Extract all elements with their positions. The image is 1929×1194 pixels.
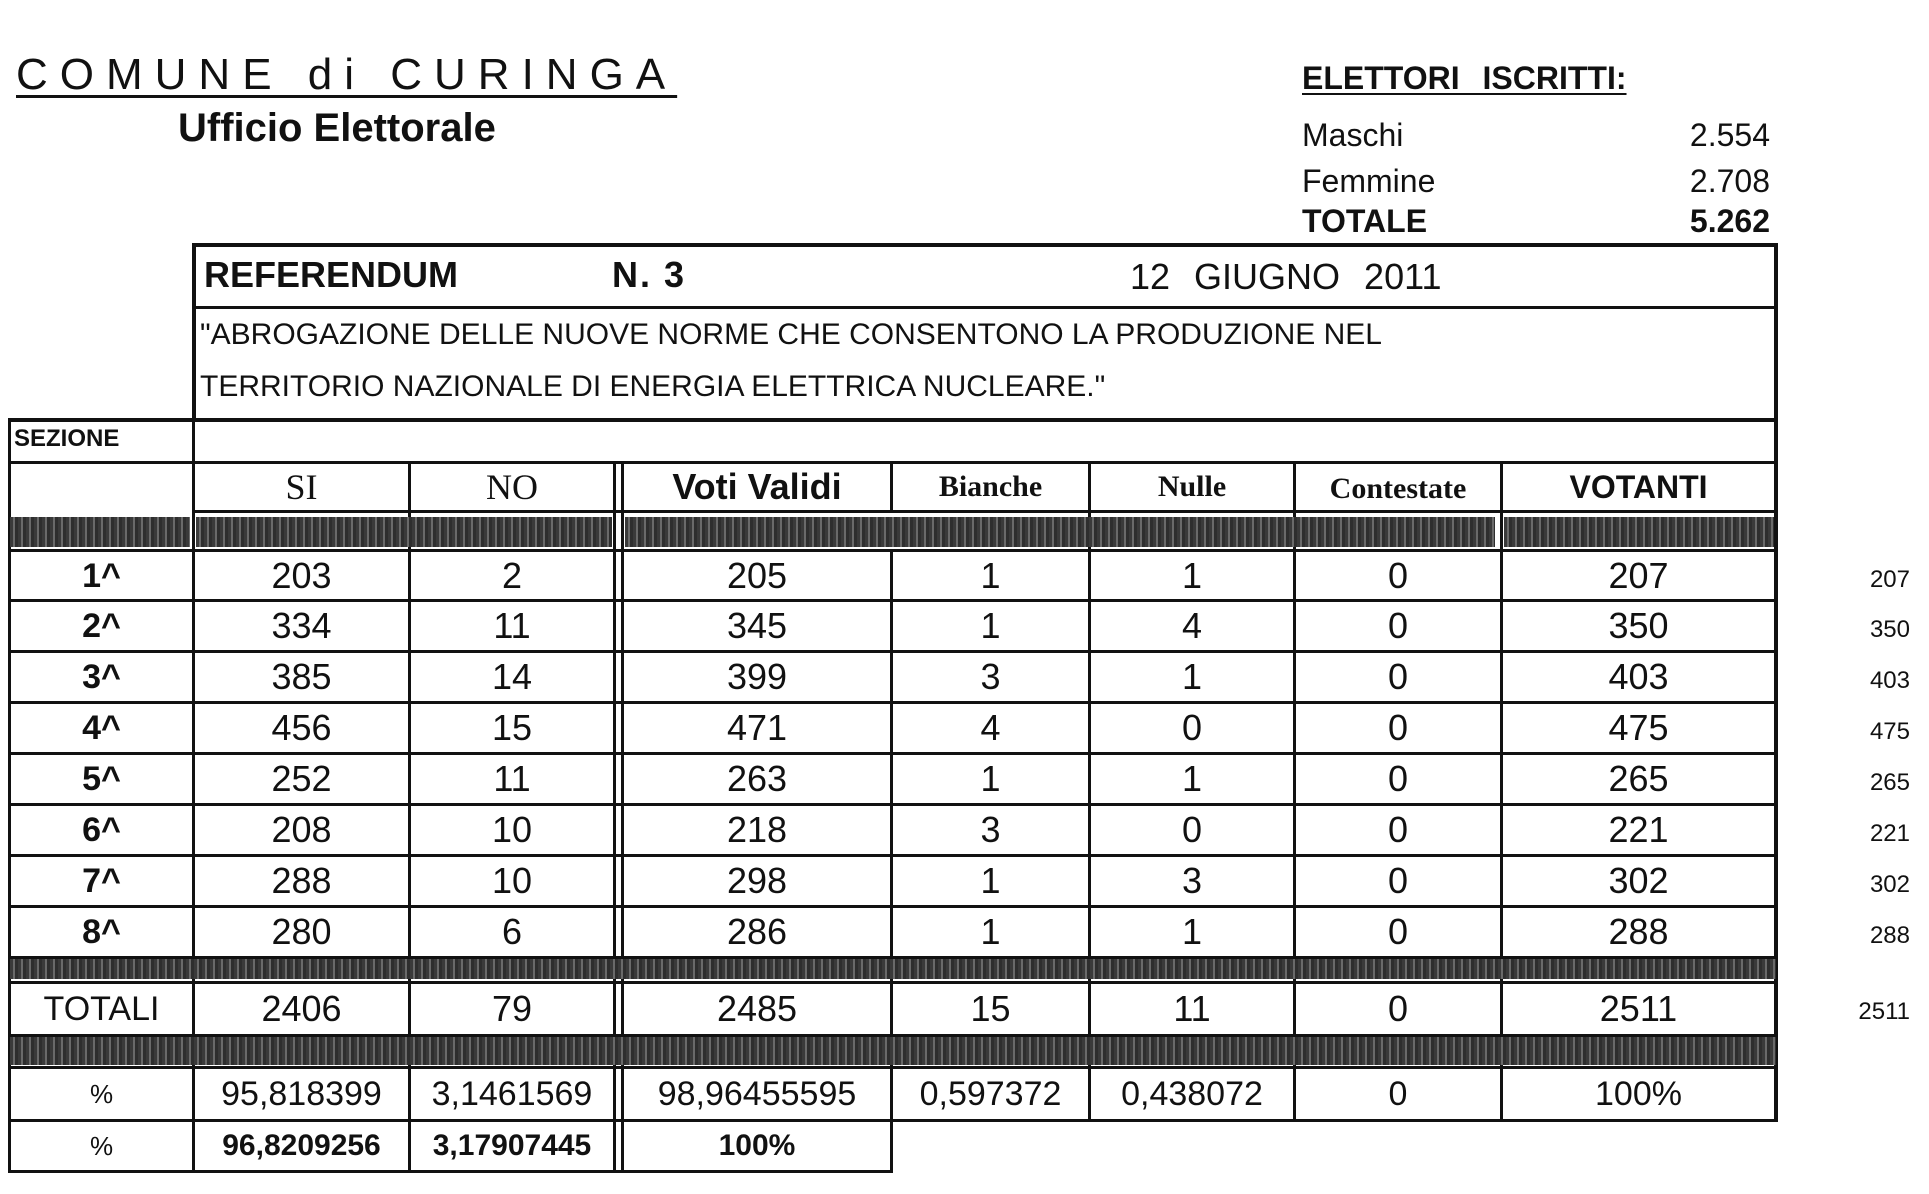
row-8-votanti: 288 [1608, 911, 1669, 952]
row-2-nulle: 4 [1181, 605, 1203, 646]
perc1-label: % [89, 1078, 114, 1109]
row-2-si: 334 [271, 605, 332, 646]
perc2-label: % [89, 1130, 114, 1161]
voters-female-label: Femmine [1302, 163, 1436, 199]
referendum-question-line1: "ABROGAZIONE DELLE NUOVE NORME CHE CONSENTONO LA PRODUZIONE NEL [200, 318, 1382, 351]
municipality-title: COMUNE di CURINGA [16, 50, 678, 99]
row-5-validi: 263 [726, 758, 788, 799]
row-3-votanti: 403 [1608, 656, 1669, 697]
perc1-bianche: 0,597372 [919, 1074, 1062, 1113]
row-1-no: 2 [501, 555, 523, 596]
sezione-header: SEZIONE [14, 425, 120, 452]
row-3-validi: 399 [726, 656, 788, 697]
referendum-number: N. 3 [612, 254, 687, 295]
perc1-no: 3,1461569 [431, 1074, 593, 1113]
office-subtitle: Ufficio Elettorale [178, 106, 496, 150]
perc2-si: 96,8209256 [222, 1129, 381, 1162]
row-8-nulle: 1 [1181, 911, 1203, 952]
row-5-contestate: 0 [1387, 758, 1409, 799]
row-6-bianche: 3 [980, 809, 1001, 850]
row-1-nulle: 1 [1181, 555, 1203, 596]
row-4-votanti: 475 [1608, 707, 1669, 748]
row-6-contestate: 0 [1387, 809, 1409, 850]
row-6-side-check: 221 [1869, 820, 1910, 847]
totali-no: 79 [491, 988, 533, 1029]
referendum-question-line2: TERRITORIO NAZIONALE DI ENERGIA ELETTRICA NUCLEARE." [200, 370, 1106, 403]
totali-contestate: 0 [1387, 988, 1409, 1029]
row-2-contestate: 0 [1387, 605, 1409, 646]
voters-total-value: 5.262 [1689, 203, 1770, 239]
row-4-contestate: 0 [1387, 707, 1409, 748]
row-5-si: 252 [271, 758, 332, 799]
row-2-validi: 345 [726, 605, 788, 646]
row-5-no: 11 [493, 758, 531, 799]
row-5-sezione: 5^ [82, 759, 121, 798]
row-4-si: 456 [271, 707, 332, 748]
perc1-validi: 98,96455595 [657, 1074, 857, 1113]
col-header-voti-validi: Voti Validi [672, 466, 842, 507]
row-7-si: 288 [271, 860, 332, 901]
col-header-votanti: VOTANTI [1569, 468, 1708, 505]
row-1-bianche: 1 [980, 555, 1001, 596]
perc2-validi: 100% [718, 1129, 796, 1162]
totali-validi: 2485 [716, 988, 798, 1029]
voters-male-value: 2.554 [1689, 117, 1770, 153]
row-1-validi: 205 [726, 555, 788, 596]
row-8-si: 280 [271, 911, 332, 952]
row-3-bianche: 3 [980, 656, 1001, 697]
row-7-side-check: 302 [1869, 871, 1910, 898]
row-3-nulle: 1 [1181, 656, 1203, 697]
row-8-side-check: 288 [1869, 922, 1910, 949]
row-8-sezione: 8^ [82, 912, 121, 951]
row-6-votanti: 221 [1608, 809, 1669, 850]
row-5-votanti: 265 [1608, 758, 1669, 799]
voters-male-label: Maschi [1302, 117, 1404, 153]
row-3-si: 385 [271, 656, 332, 697]
row-1-sezione: 1^ [82, 556, 121, 595]
row-2-side-check: 350 [1869, 616, 1910, 643]
row-8-no: 6 [501, 911, 523, 952]
perc1-votanti: 100% [1595, 1074, 1682, 1113]
row-7-votanti: 302 [1608, 860, 1669, 901]
row-3-contestate: 0 [1387, 656, 1409, 697]
totali-si: 2406 [261, 988, 342, 1029]
row-1-si: 203 [271, 555, 332, 596]
row-2-no: 11 [493, 605, 531, 646]
voters-female-value: 2.708 [1689, 163, 1770, 199]
row-4-validi: 471 [726, 707, 788, 748]
row-7-nulle: 3 [1181, 860, 1203, 901]
voters-total-label: TOTALE [1302, 203, 1428, 239]
row-6-nulle: 0 [1181, 809, 1203, 850]
referendum-date: 12 GIUGNO 2011 [1130, 256, 1442, 297]
row-6-validi: 218 [726, 809, 788, 850]
row-3-sezione: 3^ [82, 657, 121, 696]
row-5-side-check: 265 [1869, 769, 1910, 796]
row-3-side-check: 403 [1869, 667, 1910, 694]
row-4-side-check: 475 [1869, 718, 1910, 745]
perc1-si: 95,818399 [221, 1074, 382, 1113]
row-4-sezione: 4^ [82, 708, 121, 747]
row-8-validi: 286 [726, 911, 788, 952]
row-1-contestate: 0 [1387, 555, 1409, 596]
col-header-nulle: Nulle [1157, 470, 1227, 503]
perc2-no: 3,17907445 [432, 1129, 592, 1162]
row-5-bianche: 1 [980, 758, 1001, 799]
col-header-bianche: Bianche [938, 470, 1043, 503]
row-3-no: 14 [491, 656, 533, 697]
col-header-contestate: Contestate [1329, 472, 1467, 505]
row-7-bianche: 1 [980, 860, 1001, 901]
row-8-bianche: 1 [980, 911, 1001, 952]
row-6-no: 10 [491, 809, 533, 850]
row-8-contestate: 0 [1387, 911, 1409, 952]
row-4-no: 15 [491, 707, 533, 748]
totali-bianche: 15 [970, 988, 1011, 1029]
col-header-si: SI [285, 467, 318, 507]
row-7-validi: 298 [726, 860, 788, 901]
row-4-bianche: 4 [980, 707, 1001, 748]
row-1-votanti: 207 [1608, 555, 1669, 596]
totali-side-check: 2511 [1858, 998, 1910, 1025]
totali-nulle: 11 [1173, 988, 1211, 1029]
row-2-votanti: 350 [1608, 605, 1669, 646]
registered-voters-title: ELETTORI ISCRITTI: [1302, 60, 1627, 96]
referendum-label: REFERENDUM [204, 254, 459, 295]
col-header-no: NO [486, 467, 538, 507]
totali-votanti: 2511 [1599, 988, 1678, 1029]
row-4-nulle: 0 [1181, 707, 1203, 748]
row-7-contestate: 0 [1387, 860, 1409, 901]
perc1-nulle: 0,438072 [1121, 1074, 1263, 1113]
row-2-sezione: 2^ [82, 606, 121, 645]
row-6-si: 208 [271, 809, 332, 850]
row-1-side-check: 207 [1869, 566, 1910, 593]
row-7-no: 10 [491, 860, 533, 901]
row-7-sezione: 7^ [82, 861, 121, 900]
perc1-contestate: 0 [1388, 1074, 1408, 1113]
totali-label: TOTALI [43, 989, 160, 1028]
row-2-bianche: 1 [980, 605, 1001, 646]
row-5-nulle: 1 [1181, 758, 1203, 799]
row-6-sezione: 6^ [82, 810, 121, 849]
